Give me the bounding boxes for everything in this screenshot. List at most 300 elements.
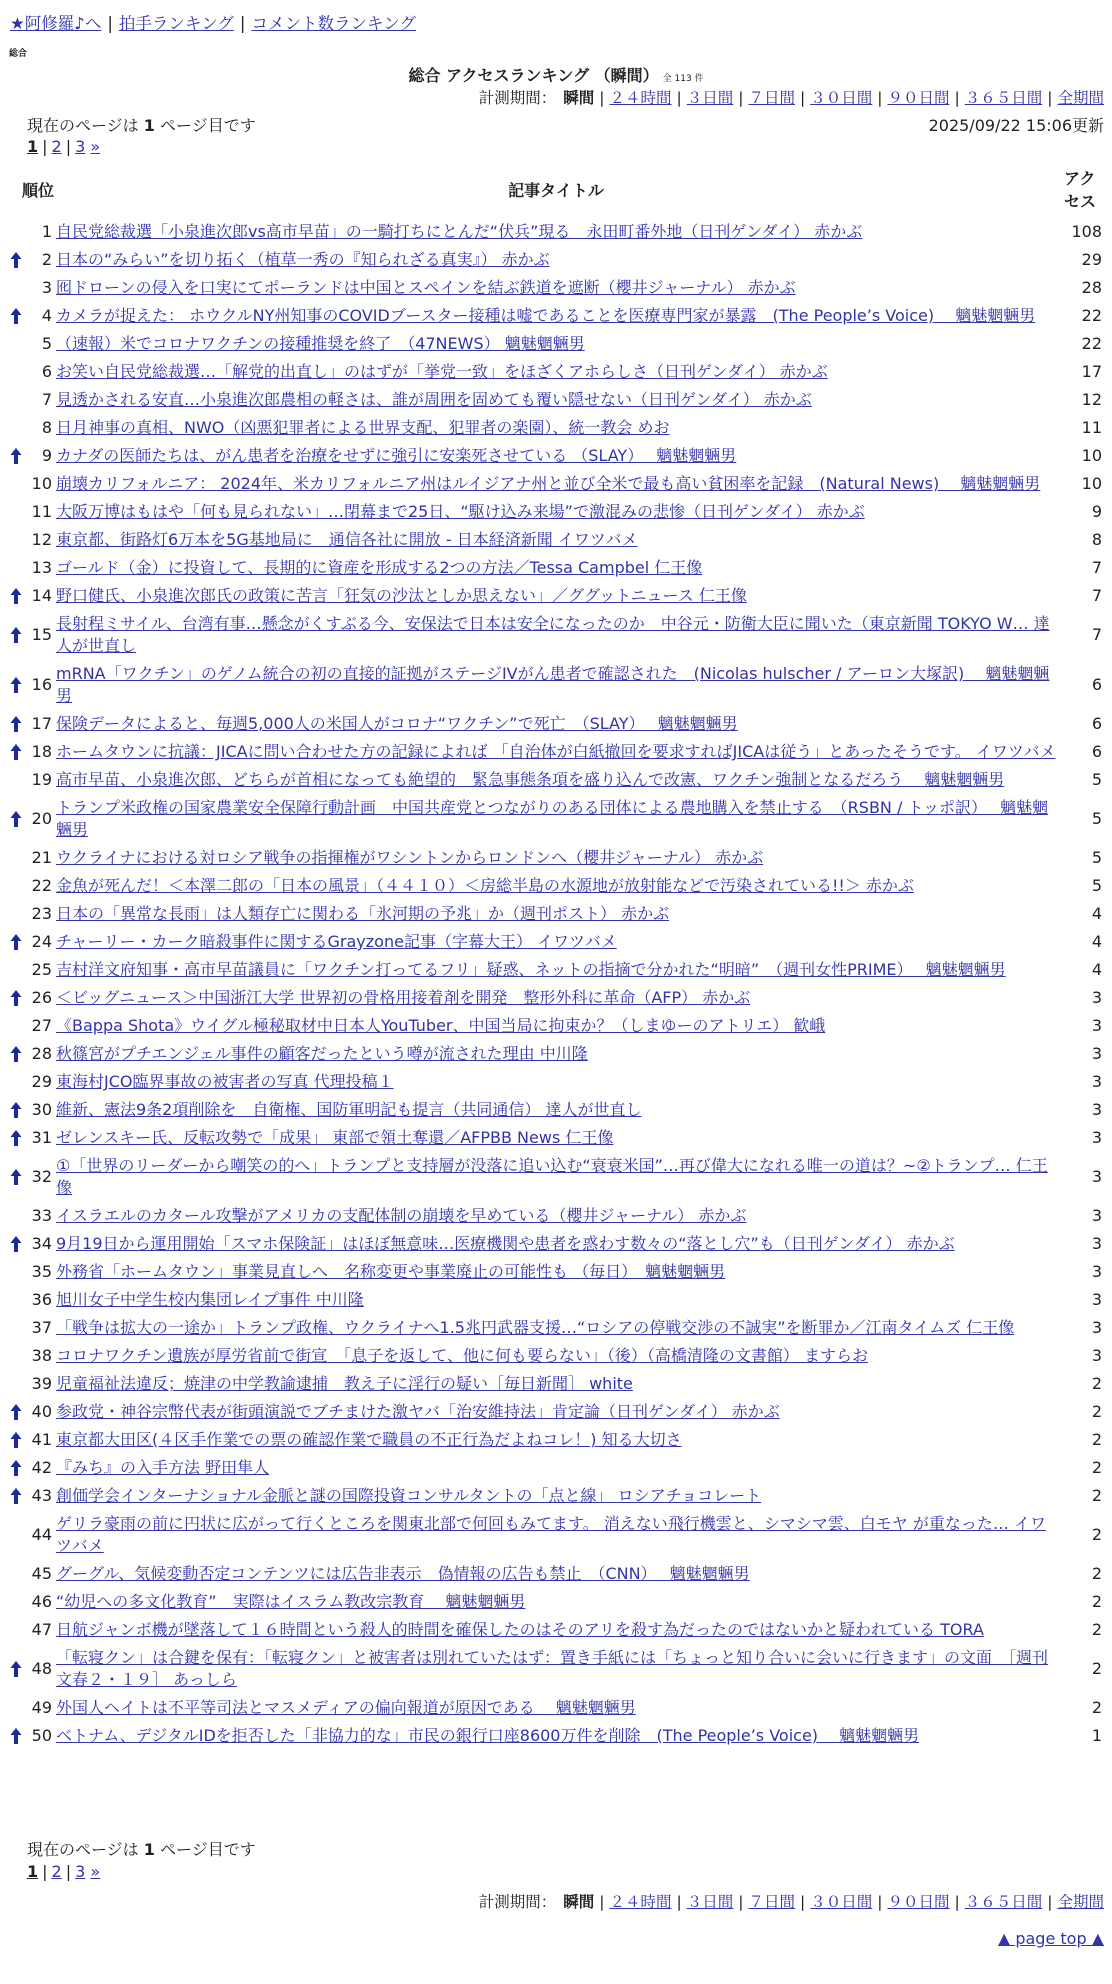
page-info-bottom: 現在のページは 1 ページ目です xyxy=(27,1840,256,1859)
table-row xyxy=(8,302,1106,330)
rank-cell xyxy=(8,1258,56,1286)
title-cell xyxy=(56,246,1056,274)
table-row xyxy=(8,1588,1106,1616)
access-count: 3 xyxy=(1091,1290,1102,1309)
title-cell xyxy=(56,1560,1056,1588)
rank-cell xyxy=(8,1510,56,1560)
article-title-link[interactable]: 長射程ミサイル、台湾有事…懸念がくすぶる今、安保法で日本は安全になったのか 中谷元・防衛大臣に聞いた（東京新聞 TOKYO W… 達人が世直し xyxy=(56,614,1050,655)
article-title-link[interactable]: 『みち』の入手方法 野田隼人 xyxy=(56,1458,270,1477)
rank-number: 3 xyxy=(41,278,52,297)
title-cell xyxy=(56,1426,1056,1454)
table-row xyxy=(8,1342,1106,1370)
header-rank: 順位 xyxy=(22,180,55,200)
table-row xyxy=(8,1510,1106,1560)
rank-up-arrow-icon xyxy=(10,1431,22,1449)
article-title-link[interactable]: 児童福祉法違反；焼津の中学教諭逮捕 教え子に淫行の疑い［毎日新聞］ white xyxy=(56,1374,633,1393)
table-row xyxy=(8,1124,1106,1152)
title-cell xyxy=(56,1342,1056,1370)
rank-number: 6 xyxy=(41,362,52,381)
current-page-number: 1 xyxy=(143,116,155,135)
access-count: 10 xyxy=(1081,446,1102,465)
period-link-24h[interactable]: ２４時間 xyxy=(609,1893,672,1911)
rank-cell xyxy=(8,498,56,526)
article-title-link[interactable]: グーグル、気候変動否定コンテンツには広告非表示 偽情報の広告も禁止 （CNN） 魑魅魍魎男 xyxy=(56,1564,750,1583)
period-link-all[interactable]: 全期間 xyxy=(1057,1893,1104,1911)
article-title-link[interactable]: 「戦争は拡大の一途か」トランプ政権、ウクライナへ1.5兆円武器支援…“ロシアの停戦交渉の不誠実”を断罪か／江南タイムズ 仁王像 xyxy=(56,1318,1015,1337)
article-title-link[interactable]: 「転寝クン」は合鍵を保有：「転寝クン」と被害者は別れていたはず：置き手紙には「ちょっと知り合いに会いに行きます」の文面 ［週刊文春２・１９］ あっしら xyxy=(56,1648,1049,1689)
table-header-row xyxy=(8,163,1106,218)
period-link-7d[interactable]: ７日間 xyxy=(748,89,795,107)
rank-up-arrow-icon xyxy=(10,1045,22,1063)
rank-cell xyxy=(8,274,56,302)
rank-cell xyxy=(8,1588,56,1616)
article-title-link[interactable]: ウクライナにおける対ロシア戦争の指揮権がワシントンからロンドンへ（櫻井ジャーナル） 赤かぶ xyxy=(56,848,764,867)
article-title-link[interactable]: 参政党・神谷宗幣代表が街頭演説でブチまけた激ヤバ「治安維持法」肯定論（日刊ゲンダイ） 赤かぶ xyxy=(56,1402,780,1421)
rank-number: 2 xyxy=(41,250,52,269)
rank-number: 47 xyxy=(31,1620,52,1639)
access-count: 3 xyxy=(1091,1206,1102,1225)
article-title-link[interactable]: 高市早苗、小泉進次郎、どちらが首相になっても絶望的 緊急事態条項を盛り込んで改憲、ワクチン強制となるだろう 魑魅魍魎男 xyxy=(56,770,1005,789)
rank-up-arrow-icon xyxy=(10,715,22,733)
access-count: 5 xyxy=(1091,876,1102,895)
title-cell xyxy=(56,1588,1056,1616)
table-row xyxy=(8,1068,1106,1096)
title-cell xyxy=(56,1482,1056,1510)
period-link-30d[interactable]: ３０日間 xyxy=(810,89,873,107)
period-link-90d[interactable]: ９０日間 xyxy=(887,89,950,107)
period-link-24h[interactable]: ２４時間 xyxy=(609,89,672,107)
article-title-link[interactable]: ゼレンスキー氏、反転攻勢で「成果」 東部で領土奪還／AFPBB News 仁王像 xyxy=(56,1128,614,1147)
access-count: 7 xyxy=(1091,586,1102,605)
rank-number: 4 xyxy=(41,306,52,325)
period-link-365d[interactable]: ３６５日間 xyxy=(964,1893,1043,1911)
article-title-link[interactable]: 日本の“みらい”を切り拓く（植草一秀の『知られざる真実』） 赤かぶ xyxy=(56,250,550,269)
rank-cell xyxy=(8,1202,56,1230)
rank-cell xyxy=(8,1370,56,1398)
rank-number: 43 xyxy=(31,1486,52,1505)
ranking-title-text: 総合 アクセスランキング （瞬間） xyxy=(408,66,659,85)
article-title-link[interactable]: カメラが捉えた： ホウクルNY州知事のCOVIDブースター接種は嘘であることを医療専門家が暴露 (The People’s Voice) 魑魅魍魎男 xyxy=(56,306,1036,325)
table-row xyxy=(8,246,1106,274)
rank-cell xyxy=(8,1124,56,1152)
ranking-table xyxy=(8,163,1106,1750)
rank-up-arrow-icon xyxy=(10,447,22,465)
rank-cell xyxy=(8,1694,56,1722)
article-title-link[interactable]: 崩壊カリフォルニア： 2024年、米カリフォルニア州はルイジアナ州と並び全米で最も高い貧困率を記録 (Natural News) 魑魅魍魎男 xyxy=(56,474,1041,493)
rank-number: 8 xyxy=(41,418,52,437)
period-link-365d[interactable]: ３６５日間 xyxy=(964,89,1043,107)
access-count: 22 xyxy=(1081,306,1102,325)
table-row xyxy=(8,1722,1106,1750)
title-cell xyxy=(56,218,1056,246)
rank-number: 22 xyxy=(31,876,52,895)
table-row xyxy=(8,956,1106,984)
rank-cell xyxy=(8,766,56,794)
access-count: 10 xyxy=(1081,474,1102,493)
period-selector-bottom: 計測期間： 瞬間 | ２４時間 | ３日間 | ７日間 | ３０日間 | ９０日間 | ３６５日間 | 全期間 xyxy=(478,1893,1104,1911)
pager-next[interactable]: » xyxy=(90,137,101,156)
access-count: 2 xyxy=(1091,1486,1102,1505)
table-row xyxy=(8,738,1106,766)
rank-cell xyxy=(8,1616,56,1644)
rank-cell xyxy=(8,470,56,498)
rank-cell xyxy=(8,956,56,984)
table-row xyxy=(8,218,1106,246)
article-title-link[interactable]: 日月神事の真相、NWO（凶悪犯罪者による世界支配、犯罪者の楽園）、統一教会 めお xyxy=(56,418,670,437)
article-title-link[interactable]: 創価学会インターナショナル金脈と謎の国際投資コンサルタントの「点と線」 ロシアチョコレート xyxy=(56,1486,762,1505)
rank-cell xyxy=(8,1314,56,1342)
title-cell xyxy=(56,1370,1056,1398)
rank-cell xyxy=(8,928,56,956)
access-count: 3 xyxy=(1091,1128,1102,1147)
rank-number: 32 xyxy=(31,1167,52,1186)
updated-timestamp: 2025/09/22 15:06更新 xyxy=(928,116,1104,135)
rank-cell xyxy=(8,984,56,1012)
title-cell xyxy=(56,738,1056,766)
article-title-link[interactable]: 東京都、街路灯6万本を5G基地局に 通信各社に開放 - 日本経済新聞 イワツバメ xyxy=(56,530,638,549)
title-cell xyxy=(56,660,1056,710)
rank-up-arrow-icon xyxy=(10,251,22,269)
rank-up-arrow-icon xyxy=(10,676,22,694)
table-row xyxy=(8,470,1106,498)
access-count: 3 xyxy=(1091,1167,1102,1186)
access-count: 22 xyxy=(1081,334,1102,353)
ranking-rows xyxy=(8,218,1106,1750)
table-row xyxy=(8,1040,1106,1068)
article-title-link[interactable]: 保険データによると、毎週5,000人の米国人がコロナ“ワクチン”で死亡 （SLAY） 魑魅魍魎男 xyxy=(56,714,738,733)
table-row xyxy=(8,554,1106,582)
access-count: 2 xyxy=(1091,1659,1102,1678)
article-title-link[interactable]: コロナワクチン遺族が厚労省前で街宣 「息子を返して、他に何も要らない」（後）（高橋清隆の文書館） ますらお xyxy=(56,1346,868,1365)
rank-up-arrow-icon xyxy=(10,1235,22,1253)
access-count: 3 xyxy=(1091,1044,1102,1063)
article-title-link[interactable]: “幼児への多文化教育” 実際はイスラム教改宗教育 魑魅魍魎男 xyxy=(56,1592,526,1611)
table-row xyxy=(8,844,1106,872)
rank-up-arrow-icon xyxy=(10,626,22,644)
rank-number: 30 xyxy=(31,1100,52,1119)
title-cell xyxy=(56,794,1056,844)
access-count: 5 xyxy=(1091,848,1102,867)
rank-number: 45 xyxy=(31,1564,52,1583)
access-count: 2 xyxy=(1091,1430,1102,1449)
table-row xyxy=(8,1560,1106,1588)
article-title-link[interactable]: 秋篠宮がプチエンジェル事件の顧客だったという噂が流された理由 中川隆 xyxy=(56,1044,588,1063)
rank-cell xyxy=(8,554,56,582)
access-count: 28 xyxy=(1081,278,1102,297)
rank-cell xyxy=(8,872,56,900)
access-count: 29 xyxy=(1081,250,1102,269)
table-row xyxy=(8,660,1106,710)
article-title-link[interactable]: チャーリー・カーク暗殺事件に関するGrayzone記事（字幕大王） イワツバメ xyxy=(56,932,617,951)
rank-number: 5 xyxy=(41,334,52,353)
rank-number: 29 xyxy=(31,1072,52,1091)
rank-number: 17 xyxy=(31,714,52,733)
rank-number: 25 xyxy=(31,960,52,979)
article-title-link[interactable]: ＜ビッグニュース＞中国浙江大学 世界初の骨格用接着剤を開発 整形外科に革命（AFP） 赤かぶ xyxy=(56,988,751,1007)
rank-number: 27 xyxy=(31,1016,52,1035)
title-cell xyxy=(56,1398,1056,1426)
rank-up-arrow-icon xyxy=(10,1403,22,1421)
table-row xyxy=(8,766,1106,794)
article-title-link[interactable]: 吉村洋文府知事・高市早苗議員に「ワクチン打ってるフリ」疑惑、ネットの指摘で分かれた“明暗” （週刊女性PRIME） 魑魅魍魎男 xyxy=(56,960,1006,979)
rank-number: 37 xyxy=(31,1318,52,1337)
title-cell xyxy=(56,470,1056,498)
rank-cell xyxy=(8,330,56,358)
article-title-link[interactable]: 日航ジャンボ機が墜落して１６時間という殺人的時間を確保したのはそのアリを殺す為だったのではないかと疑われている TORA xyxy=(56,1620,984,1639)
article-title-link[interactable]: ゲリラ豪雨の前に円状に広がって行くところを関東北部で何回もみてます。 消えない飛行機雲と、シマシマ雲、白モヤ が重なった… イワツバメ xyxy=(56,1514,1046,1555)
table-row xyxy=(8,610,1106,660)
access-count: 4 xyxy=(1091,932,1102,951)
title-cell xyxy=(56,302,1056,330)
article-title-link[interactable]: トランプ米政権の国家農業安全保障行動計画 中国共産党とつながりのある団体による農地購入を禁止する （RSBN / トッポ訳） 魑魅魍魎男 xyxy=(56,798,1049,839)
article-title-link[interactable]: 金魚が死んだ！＜本澤二郎の「日本の風景」（４４１０）＜房総半島の水源地が放射能などで汚染されている!!＞ 赤かぶ xyxy=(56,876,914,895)
rank-number: 21 xyxy=(31,848,52,867)
table-row xyxy=(8,1286,1106,1314)
rank-cell xyxy=(8,1068,56,1096)
pager-next[interactable]: » xyxy=(90,1862,101,1881)
title-cell xyxy=(56,1068,1056,1096)
access-count: 2 xyxy=(1091,1620,1102,1639)
rank-cell xyxy=(8,1040,56,1068)
rank-number: 20 xyxy=(31,809,52,828)
rank-number: 10 xyxy=(31,474,52,493)
period-link-90d[interactable]: ９０日間 xyxy=(887,1893,950,1911)
rank-cell xyxy=(8,844,56,872)
title-cell xyxy=(56,766,1056,794)
rank-number: 9 xyxy=(41,446,52,465)
rank-cell xyxy=(8,710,56,738)
pager-link-2[interactable]: 2 xyxy=(51,1862,62,1881)
table-row xyxy=(8,928,1106,956)
access-count: 3 xyxy=(1091,1318,1102,1337)
title-cell xyxy=(56,582,1056,610)
article-title-link[interactable]: ベトナム、デジタルIDを拒否した「非協力的な」市民の銀行口座8600万件を削除 (The People’s Voice) 魑魅魍魎男 xyxy=(56,1726,920,1745)
nav-separator: | xyxy=(239,14,246,33)
access-count: 7 xyxy=(1091,558,1102,577)
rank-up-arrow-icon xyxy=(10,1168,22,1186)
article-title-link[interactable]: ゴールド（金）に投資して、長期的に資産を形成する2つの方法／Tessa Campbel 仁王像 xyxy=(56,558,703,577)
table-row xyxy=(8,358,1106,386)
article-title-link[interactable]: 旭川女子中学生校内集団レイプ事件 中川隆 xyxy=(56,1290,364,1309)
table-row xyxy=(8,1202,1106,1230)
title-cell xyxy=(56,1694,1056,1722)
table-row xyxy=(8,1644,1106,1694)
pager-link-2[interactable]: 2 xyxy=(51,137,62,156)
rank-up-arrow-icon xyxy=(10,810,22,828)
rank-number: 15 xyxy=(31,625,52,644)
access-count: 2 xyxy=(1091,1698,1102,1717)
rank-number: 13 xyxy=(31,558,52,577)
rank-number: 1 xyxy=(41,222,52,241)
rank-number: 28 xyxy=(31,1044,52,1063)
title-cell xyxy=(56,872,1056,900)
article-title-link[interactable]: 維新、憲法9条2項削除を 自衛権、国防軍明記も提言（共同通信） 達人が世直し xyxy=(56,1100,642,1119)
rank-number: 23 xyxy=(31,904,52,923)
table-row xyxy=(8,1230,1106,1258)
article-title-link[interactable]: ①「世界のリーダーから嘲笑の的へ」トランプと支持層が没落に追い込む“衰衰米国”…再び偉大になれる唯一の道は？~②トランプ… 仁王像 xyxy=(56,1156,1048,1197)
rank-cell xyxy=(8,358,56,386)
rank-up-arrow-icon xyxy=(10,1129,22,1147)
period-link-3d[interactable]: ３日間 xyxy=(686,89,734,107)
table-row xyxy=(8,582,1106,610)
article-title-link[interactable]: 野口健氏、小泉進次郎氏の政策に苦言「狂気の沙汰としか思えない」／ググットニュース 仁王像 xyxy=(56,586,747,605)
rank-up-arrow-icon xyxy=(10,1459,22,1477)
rank-cell xyxy=(8,302,56,330)
table-row xyxy=(8,984,1106,1012)
article-title-link[interactable]: 東海村JCO臨界事故の被害者の写真 代理投稿１ xyxy=(56,1072,394,1091)
article-title-link[interactable]: 《Bappa Shota》ウイグル極秘取材中日本人YouTuber、中国当局に拘束か？（しまゆーのアトリエ） 歓峨 xyxy=(56,1016,826,1035)
rank-number: 35 xyxy=(31,1262,52,1281)
article-title-link[interactable]: お笑い自民党総裁選…「解党的出直し」のはずが「挙党一致」をほざくアホらしさ（日刊ゲンダイ） 赤かぶ xyxy=(56,362,828,381)
period-current: 瞬間 xyxy=(563,89,595,107)
article-title-link[interactable]: 見透かされる安直…小泉進次郎農相の軽さは、誰が周囲を固めても覆い隠せない（日刊ゲンダイ） 赤かぶ xyxy=(56,390,812,409)
rank-cell xyxy=(8,660,56,710)
pager-current: 1 xyxy=(27,137,39,156)
rank-number: 19 xyxy=(31,770,52,789)
access-count: 1 xyxy=(1091,1726,1102,1745)
rank-cell xyxy=(8,1230,56,1258)
rank-up-arrow-icon xyxy=(10,743,22,761)
period-link-30d[interactable]: ３０日間 xyxy=(810,1893,873,1911)
rank-number: 50 xyxy=(31,1726,52,1745)
rank-cell xyxy=(8,582,56,610)
article-title-link[interactable]: 大阪万博はもはや「何も見られない」…閉幕まで25日、“駆け込み来場”で激混みの悲惨（日刊ゲンダイ） 赤かぶ xyxy=(56,502,865,521)
article-title-link[interactable]: 東京都大田区(４区手作業での票の確認作業で職員の不正行為だよねコレ！) 知る大切さ xyxy=(56,1430,682,1449)
title-cell xyxy=(56,1314,1056,1342)
access-count: 3 xyxy=(1091,1234,1102,1253)
pager-bottom: 1 | 2 | 3 » xyxy=(27,1862,101,1881)
pager-link-3[interactable]: 3 xyxy=(75,137,86,156)
access-count: 7 xyxy=(1091,625,1102,644)
access-count: 11 xyxy=(1081,418,1102,437)
title-cell xyxy=(56,928,1056,956)
access-count: 2 xyxy=(1091,1402,1102,1421)
rank-cell xyxy=(8,414,56,442)
table-row xyxy=(8,1454,1106,1482)
rank-number: 39 xyxy=(31,1374,52,1393)
access-count: 108 xyxy=(1071,222,1102,241)
rank-number: 41 xyxy=(31,1430,52,1449)
title-cell xyxy=(56,442,1056,470)
title-cell xyxy=(56,1040,1056,1068)
table-row xyxy=(8,1426,1106,1454)
access-count: 8 xyxy=(1091,530,1102,549)
table-row xyxy=(8,498,1106,526)
rank-up-arrow-icon xyxy=(10,587,22,605)
rank-cell xyxy=(8,1482,56,1510)
article-title-link[interactable]: カナダの医師たちは、がん患者を治療をせずに強引に安楽死させている （SLAY） 魑魅魍魎男 xyxy=(56,446,737,465)
title-cell xyxy=(56,358,1056,386)
article-title-link[interactable]: 日本の「異常な長雨」は人類存亡に関わる「氷河期の予兆」か（週刊ポスト） 赤かぶ xyxy=(56,904,670,923)
article-title-link[interactable]: 囮ドローンの侵入を口実にてポーランドは中国とスペインを結ぶ鉄道を遮断（櫻井ジャーナル） 赤かぶ xyxy=(56,278,796,297)
applause-ranking-link[interactable]: 拍手ランキング xyxy=(118,14,234,33)
access-count: 3 xyxy=(1091,1016,1102,1035)
article-title-link[interactable]: 9月19日から運用開始「スマホ保険証」はほぼ無意味…医療機関や患者を惑わす数々の“落とし穴”も（日刊ゲンダイ） 赤かぶ xyxy=(56,1234,955,1253)
rank-up-arrow-icon xyxy=(10,989,22,1007)
title-cell xyxy=(56,1454,1056,1482)
period-label: 計測期間： xyxy=(478,89,557,107)
article-title-link[interactable]: （速報）米でコロナワクチンの接種推奨を終了 （47NEWS） 魑魅魍魎男 xyxy=(56,334,585,353)
table-row xyxy=(8,1694,1106,1722)
access-count: 3 xyxy=(1091,1262,1102,1281)
title-cell xyxy=(56,1012,1056,1040)
title-cell xyxy=(56,526,1056,554)
home-link[interactable]: ★阿修羅♪へ xyxy=(10,14,102,33)
table-row xyxy=(8,794,1106,844)
title-cell xyxy=(56,1202,1056,1230)
rank-cell xyxy=(8,1454,56,1482)
rank-number: 48 xyxy=(31,1659,52,1678)
article-title-link[interactable]: イスラエルのカタール攻撃がアメリカの支配体制の崩壊を早めている（櫻井ジャーナル） 赤かぶ xyxy=(56,1206,747,1225)
table-row xyxy=(8,1314,1106,1342)
article-title-link[interactable]: 外務省「ホームタウン」事業見直しへ 名称変更や事業廃止の可能性も （毎日） 魑魅魍魎男 xyxy=(56,1262,726,1281)
title-cell xyxy=(56,984,1056,1012)
rank-number: 14 xyxy=(31,586,52,605)
table-row xyxy=(8,1012,1106,1040)
rank-number: 11 xyxy=(31,502,52,521)
rank-cell xyxy=(8,1286,56,1314)
access-count: 9 xyxy=(1091,502,1102,521)
table-row xyxy=(8,442,1106,470)
title-cell xyxy=(56,1286,1056,1314)
title-cell xyxy=(56,1644,1056,1694)
title-cell xyxy=(56,1616,1056,1644)
pager-top: 1 | 2 | 3 » xyxy=(27,137,101,156)
rank-cell xyxy=(8,794,56,844)
title-cell xyxy=(56,1124,1056,1152)
pager-link-3[interactable]: 3 xyxy=(75,1862,86,1881)
table-row xyxy=(8,1398,1106,1426)
period-link-all[interactable]: 全期間 xyxy=(1057,89,1104,107)
rank-cell xyxy=(8,1398,56,1426)
access-count: 6 xyxy=(1091,742,1102,761)
title-cell xyxy=(56,710,1056,738)
title-cell xyxy=(56,956,1056,984)
access-count: 2 xyxy=(1091,1525,1102,1544)
title-cell xyxy=(56,844,1056,872)
title-cell xyxy=(56,610,1056,660)
article-title-link[interactable]: ホームタウンに抗議：JICAに問い合わせた方の記録によれば 「自治体が白紙撤回を要求すればJICAは従う」とあったそうです。 イワツバメ xyxy=(56,742,1056,761)
title-cell xyxy=(56,274,1056,302)
access-count: 6 xyxy=(1091,675,1102,694)
comment-ranking-link[interactable]: コメント数ランキング xyxy=(251,14,416,33)
access-count: 17 xyxy=(1081,362,1102,381)
access-count: 12 xyxy=(1081,390,1102,409)
table-row xyxy=(8,1370,1106,1398)
header-title: 記事タイトル xyxy=(508,180,604,200)
article-title-link[interactable]: 外国人ヘイトは不平等司法とマスメディアの偏向報道が原因である 魑魅魍魎男 xyxy=(56,1698,636,1717)
page-top-link[interactable]: ▲ page top ▲ xyxy=(997,1929,1104,1948)
access-count: 3 xyxy=(1091,988,1102,1007)
access-count: 2 xyxy=(1091,1564,1102,1583)
period-link-7d[interactable]: ７日間 xyxy=(748,1893,795,1911)
rank-cell xyxy=(8,442,56,470)
rank-up-arrow-icon xyxy=(10,1487,22,1505)
access-count: 3 xyxy=(1091,1100,1102,1119)
access-count: 4 xyxy=(1091,960,1102,979)
table-row xyxy=(8,900,1106,928)
rank-number: 7 xyxy=(41,390,52,409)
rank-up-arrow-icon xyxy=(10,1727,22,1745)
period-link-3d[interactable]: ３日間 xyxy=(686,1893,734,1911)
table-row xyxy=(8,1096,1106,1124)
article-title-link[interactable]: mRNA「ワクチン」のゲノム統合の初の直接的証拠がステージIVがん患者で確認された (Nicolas hulscher / アーロン大塚訳) 魑魅魍魎男 xyxy=(56,664,1050,705)
table-row xyxy=(8,710,1106,738)
article-title-link[interactable]: 自民党総裁選「小泉進次郎vs高市早苗」の一騎打ちにとんだ“伏兵”現る 永田町番外地（日刊ゲンダイ） 赤かぶ xyxy=(56,222,863,241)
site-label: 総合 xyxy=(9,49,28,59)
title-cell xyxy=(56,386,1056,414)
rank-cell xyxy=(8,1152,56,1202)
